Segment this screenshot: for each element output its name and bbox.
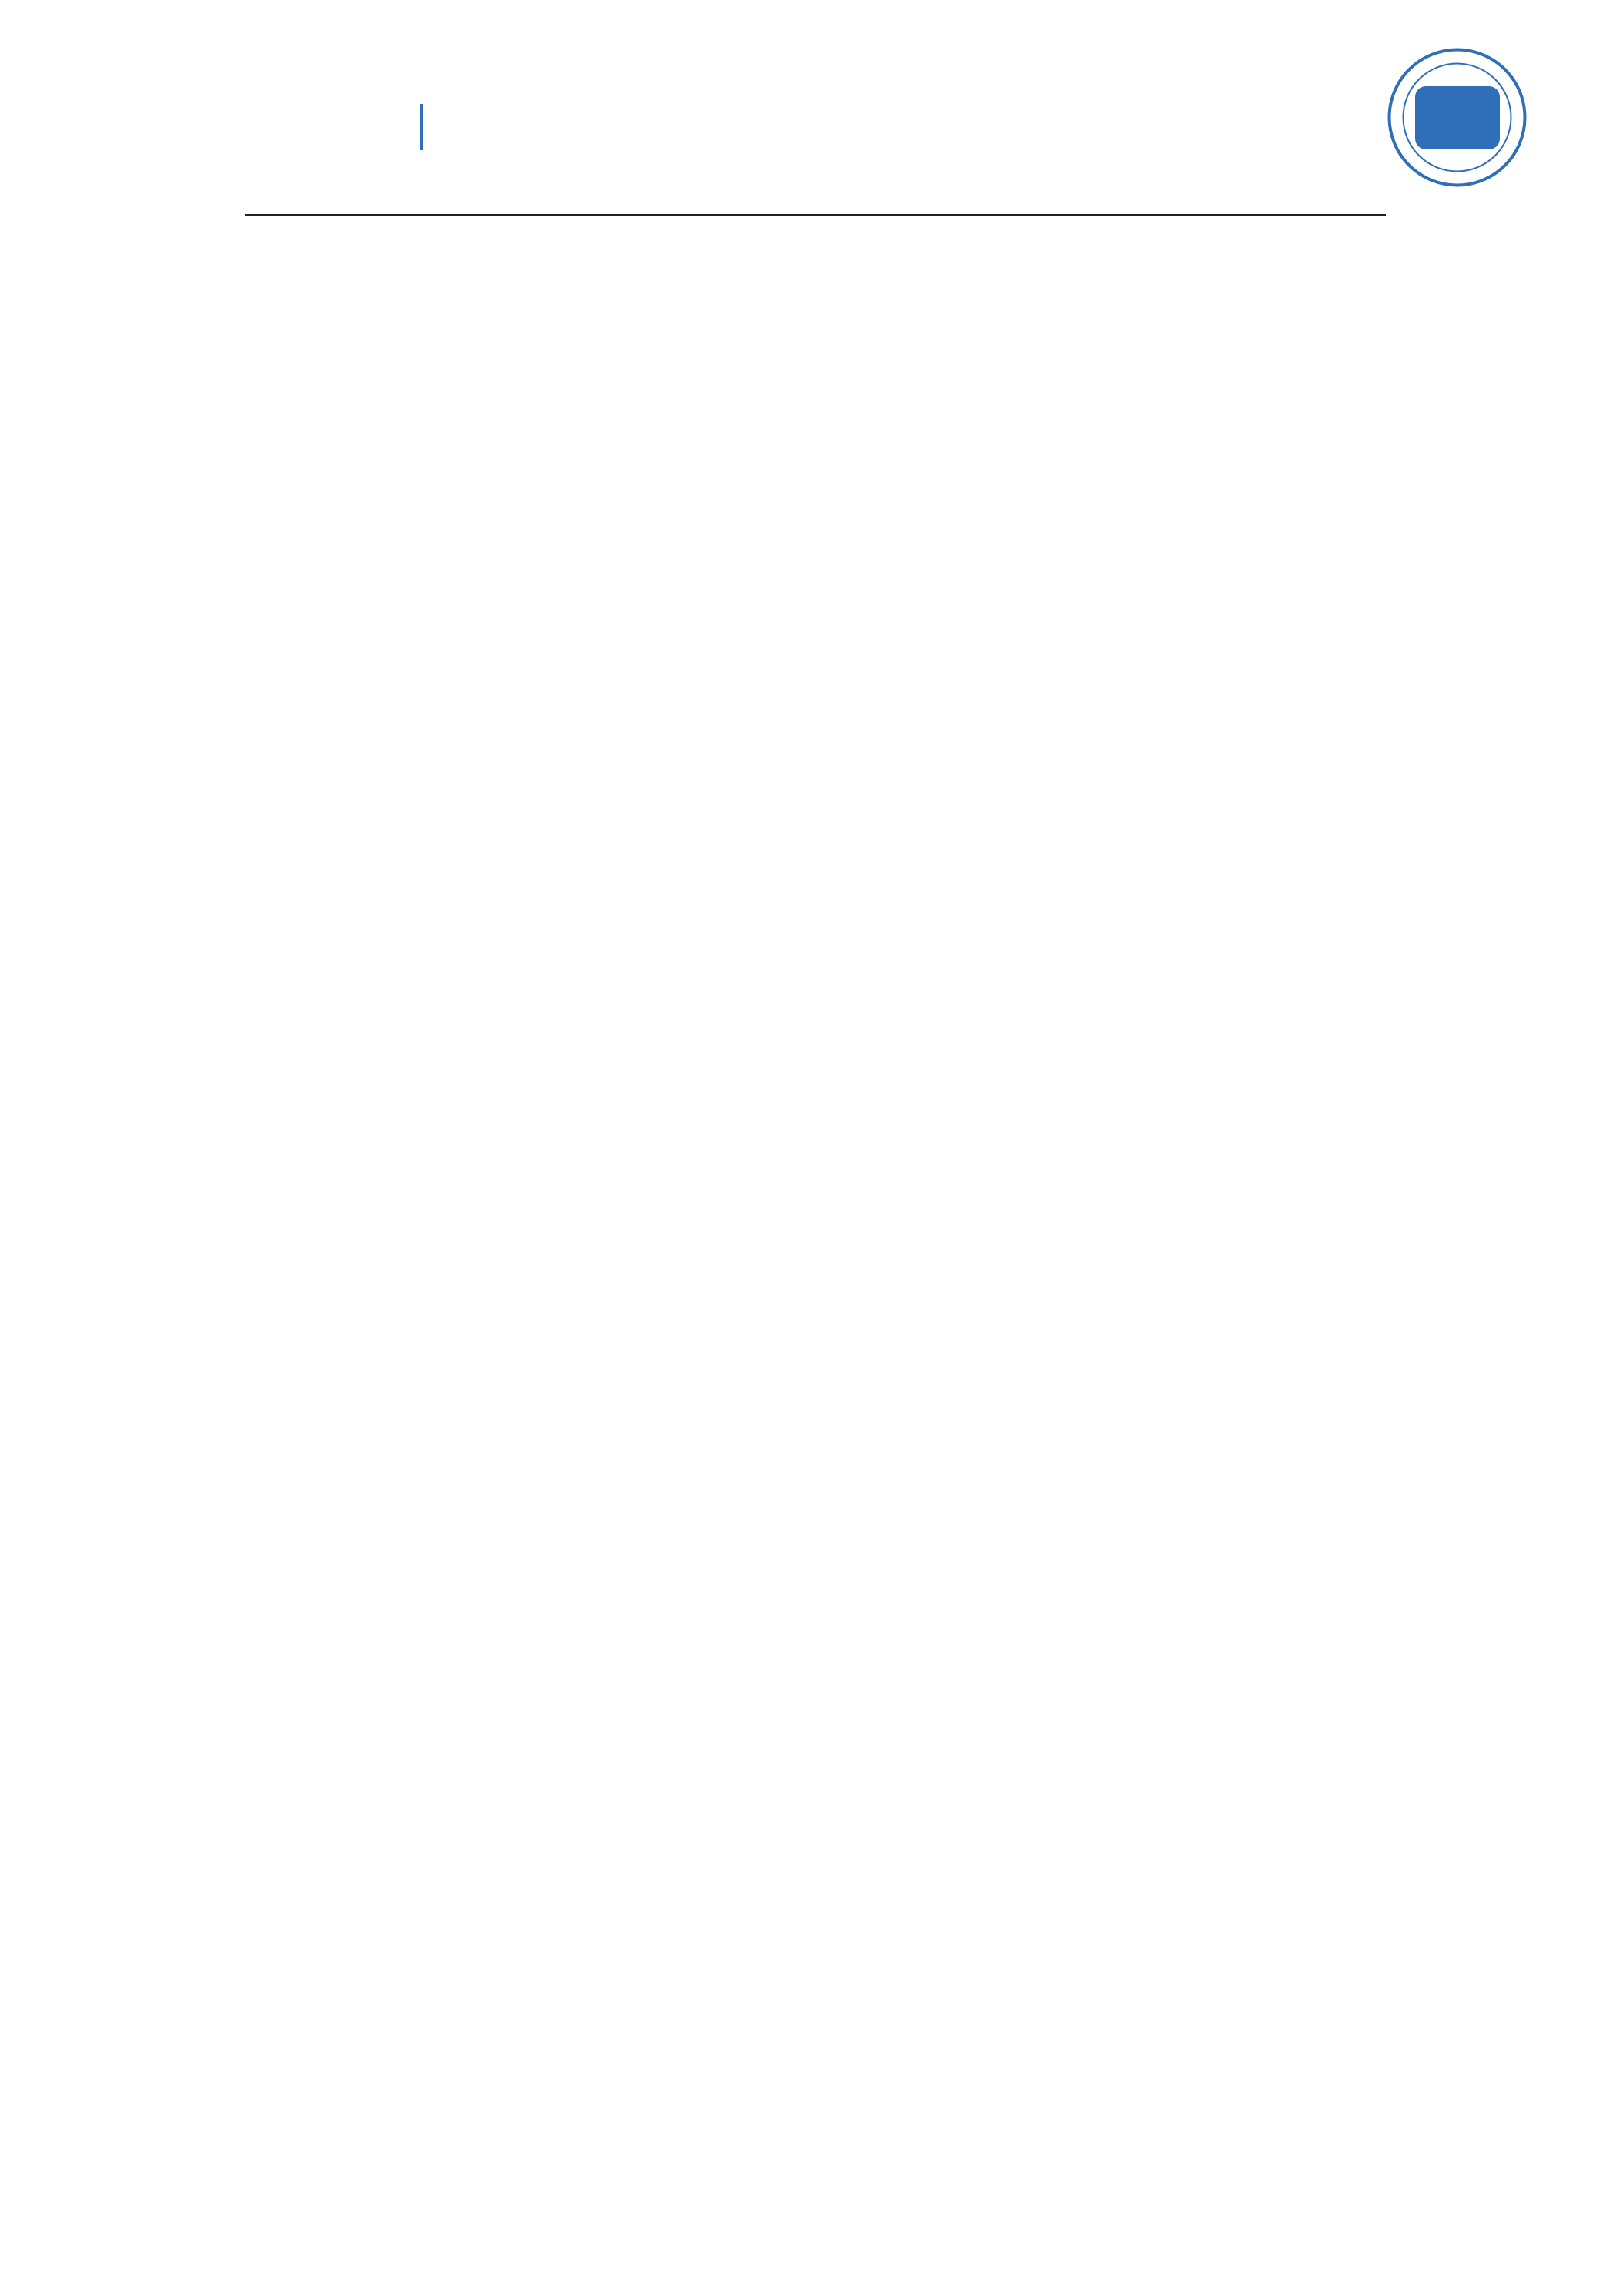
header-rule	[245, 214, 1386, 216]
brand-divider	[420, 104, 423, 150]
page-header	[0, 0, 1623, 223]
seal-logo-icon	[1386, 46, 1528, 189]
